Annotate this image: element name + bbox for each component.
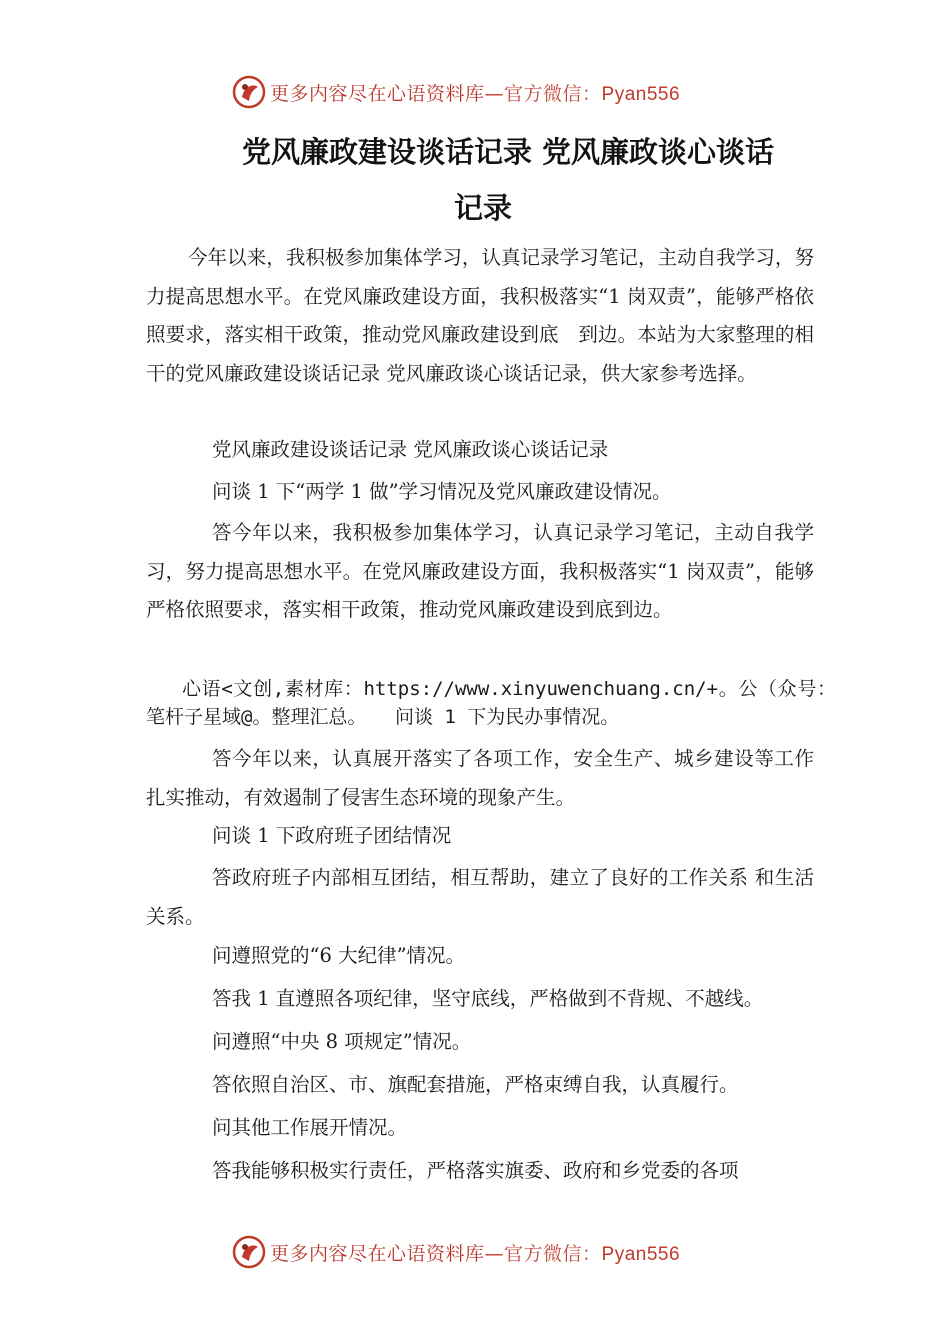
banner-wechat-id: Pyan556 (601, 1243, 681, 1265)
paragraph-question-4: 问遵照党的“6 大纪律”情况。 (212, 944, 466, 967)
banner-prefix: 更多内容尽在心语资料库 (270, 82, 485, 105)
banner-label: 官方微信： (504, 82, 602, 105)
banner-prefix: 更多内容尽在心语资料库 (270, 1242, 485, 1265)
paragraph-question-6: 问其他工作展开情况。 (212, 1116, 408, 1139)
banner-dash: — (484, 1242, 505, 1265)
banner-text (270, 79, 680, 106)
banner-label: 官方微信： (504, 1242, 602, 1265)
paragraph-question-1: 问谈 1 下“两学 1 做”学习情况及党风廉政建设情况。 (212, 480, 672, 503)
paragraph-answer-2: 答今年以来，认真展开落实了各项工作，安全生产、城乡建设等工作扎实推动，有效遏制了侵害生态环境的现象产生。 (146, 747, 814, 809)
document-title-line-2: 记录 (453, 191, 512, 225)
footer-banner (232, 1234, 680, 1270)
document-title-line-1: 党风廉政建设谈话记录 党风廉政谈心谈话 (241, 135, 775, 169)
banner-dash: — (484, 82, 505, 105)
paragraph-question-3: 问谈 1 下政府班子团结情况 (212, 824, 452, 847)
brand-logo-icon (232, 1235, 266, 1269)
paragraph-answer-1: 答今年以来，我积极参加集体学习，认真记录学习笔记，主动自我学习，努力提高思想水平。在党风廉政建设方面，我积极落实“1 岗双责”，能够严格依照要求，落实相干政策，推动党风廉政建设到底到边。 (146, 521, 814, 621)
banner-wechat-id: Pyan556 (601, 83, 681, 105)
paragraph-subtitle: 党风廉政建设谈话记录 党风廉政谈心谈话记录 (212, 438, 609, 461)
paragraph-answer-5: 答依照自治区、市、旗配套措施，严格束缚自我，认真履行。 (212, 1073, 739, 1096)
paragraph-intro: 今年以来，我积极参加集体学习，认真记录学习笔记，主动自我学习，努力提高思想水平。在党风廉政建设方面，我积极落实“1 岗双责”，能够严格依照要求，落实相干政策，推动党风廉政建设到底 到边。本站为大家整理的相干的党风廉政建设谈话记录 党风廉政谈心谈话记录，供大家参考选择。 (146, 246, 814, 385)
paragraph-answer-6: 答我能够积极实行责任，严格落实旗委、政府和乡党委的各项 (212, 1159, 739, 1182)
header-banner (232, 74, 680, 110)
brand-logo-icon (232, 75, 266, 109)
paragraph-source-note: 心语<文创,素材库：https://www.xinyuwenchuang.cn/+。公（众号：笔杆子星域@。整理汇总。 问谈 1 下为民办事情况。 (146, 678, 836, 728)
paragraph-answer-3: 答政府班子内部相互团结，相互帮助，建立了良好的工作关系 和生活关系。 (146, 866, 814, 928)
banner-text (270, 1239, 680, 1266)
paragraph-answer-4: 答我 1 直遵照各项纪律，坚守底线，严格做到不背规、不越线。 (212, 987, 764, 1010)
paragraph-question-5: 问遵照“中央 8 项规定”情况。 (212, 1030, 472, 1053)
